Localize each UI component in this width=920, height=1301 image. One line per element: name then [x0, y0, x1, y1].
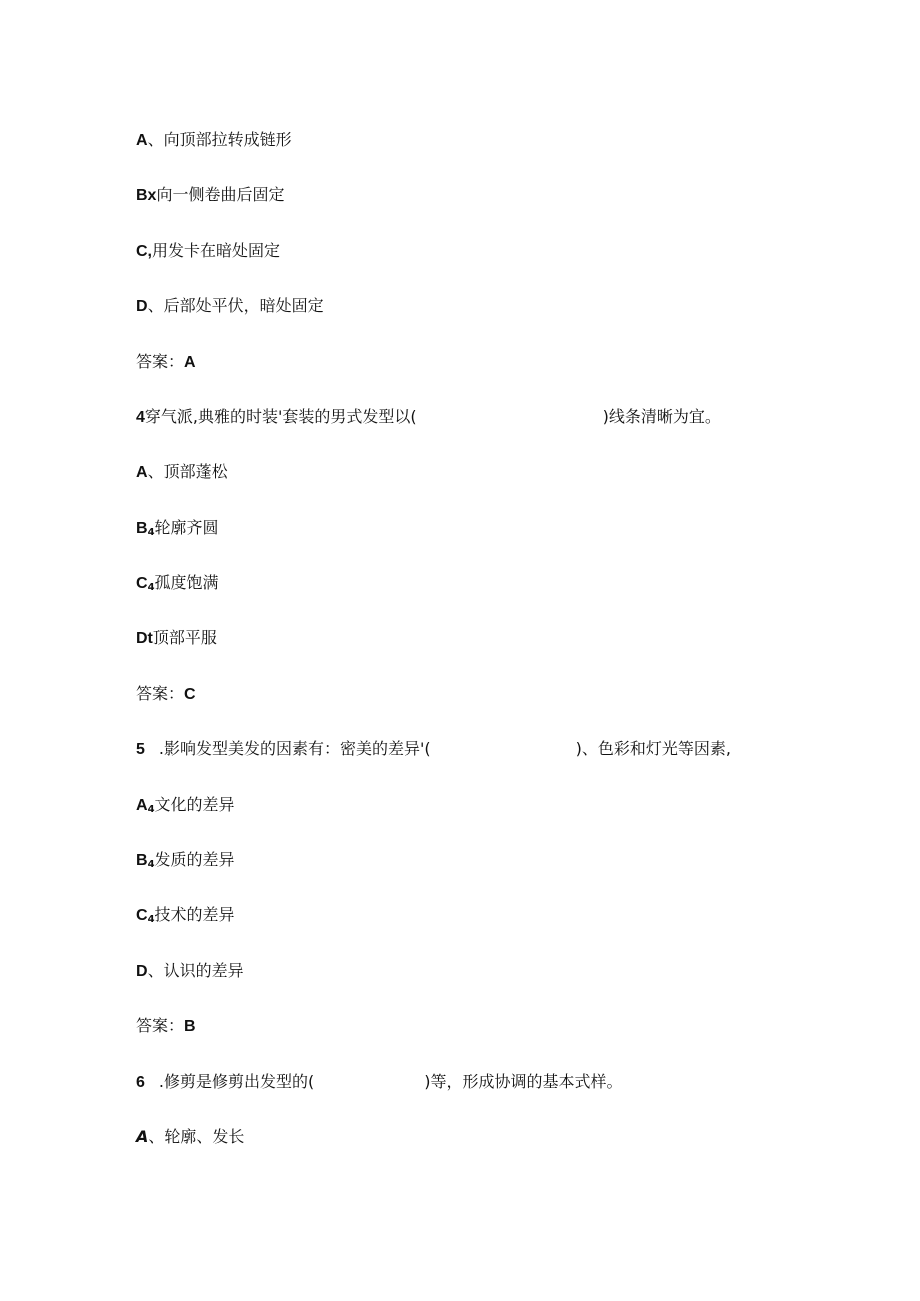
option-label: A — [136, 1127, 149, 1146]
option-text: 用发卡在暗处固定 — [152, 241, 281, 260]
option-text: 轮廓齐圆 — [154, 518, 219, 537]
answer-prefix: 答案： — [136, 352, 185, 371]
option-q3-b — [136, 184, 284, 207]
option-label: A — [136, 797, 148, 814]
option-label: Bx — [136, 187, 157, 204]
option-q5-a — [136, 794, 235, 821]
option-label: Dt — [136, 630, 153, 647]
option-text: 认识的差异 — [163, 961, 244, 980]
option-label: C, — [136, 243, 152, 260]
question-q5 — [136, 738, 731, 761]
question-stem-before: .影响发型美发的因素有：密美的差异'( — [158, 739, 431, 758]
option-text: 向一侧卷曲后固定 — [156, 185, 285, 204]
question-stem-before: 穿气派,典雅的时装'套装的男式发型以( — [144, 407, 417, 426]
option-text: 发质的差异 — [154, 850, 235, 869]
option-text: 轮廓、发长 — [164, 1127, 245, 1146]
option-q4-a — [136, 461, 228, 484]
answer-value: A — [184, 354, 196, 371]
option-label: B — [136, 520, 148, 537]
question-stem-before: .修剪是修剪出发型的( — [158, 1072, 315, 1091]
option-q3-a — [136, 129, 292, 152]
option-label: C — [136, 575, 148, 592]
option-label: D — [136, 963, 148, 980]
option-separator: 、 — [147, 130, 164, 149]
option-text: 后部处平伏，暗处固定 — [163, 296, 324, 315]
answer-value: B — [184, 1018, 196, 1035]
option-label: A — [136, 132, 148, 149]
option-separator: 、 — [147, 462, 164, 481]
question-q4 — [136, 406, 721, 429]
answer-prefix: 答案： — [136, 684, 185, 703]
answer-value: C — [184, 686, 196, 703]
option-q4-b — [136, 517, 219, 544]
option-text: 文化的差异 — [154, 795, 235, 814]
option-text: 向顶部拉转成链形 — [163, 130, 292, 149]
option-label: A — [136, 464, 148, 481]
option-separator: 、 — [147, 296, 164, 315]
option-text: 顶部平服 — [152, 628, 217, 647]
answer-q5 — [136, 1015, 196, 1038]
question-number: 5 — [136, 741, 145, 758]
option-text: 顶部蓬松 — [163, 462, 228, 481]
option-separator: 、 — [147, 961, 164, 980]
option-label: C — [136, 907, 148, 924]
question-q6 — [136, 1071, 623, 1094]
question-number: 6 — [136, 1074, 145, 1091]
option-label: D — [136, 298, 148, 315]
option-label-subscript: 4 — [147, 527, 155, 538]
option-q3-d — [136, 295, 324, 318]
answer-q4 — [136, 683, 196, 706]
question-stem-after: )线条清晰为宜。 — [602, 407, 721, 426]
option-q4-d — [136, 627, 217, 650]
question-number: 4 — [136, 409, 145, 426]
option-label-subscript: 4 — [147, 914, 155, 925]
option-label: B — [136, 852, 148, 869]
question-stem-after: )、色彩和灯光等因素, — [575, 739, 731, 758]
option-label-subscript: 4 — [147, 804, 155, 815]
option-label-subscript: 4 — [147, 859, 155, 870]
answer-q3 — [136, 351, 196, 374]
question-stem-after: )等，形成协调的基本式样。 — [424, 1072, 623, 1091]
option-q5-d — [136, 960, 244, 983]
answer-prefix: 答案： — [136, 1016, 185, 1035]
option-separator: 、 — [148, 1127, 165, 1146]
option-q5-c — [136, 904, 235, 931]
option-q6-a — [136, 1126, 244, 1148]
option-q5-b — [136, 849, 235, 876]
option-label-subscript: 4 — [147, 582, 155, 593]
option-q3-c — [136, 240, 280, 263]
option-q4-c — [136, 572, 219, 599]
option-text: 孤度饱满 — [154, 573, 219, 592]
option-text: 技术的差异 — [154, 905, 235, 924]
